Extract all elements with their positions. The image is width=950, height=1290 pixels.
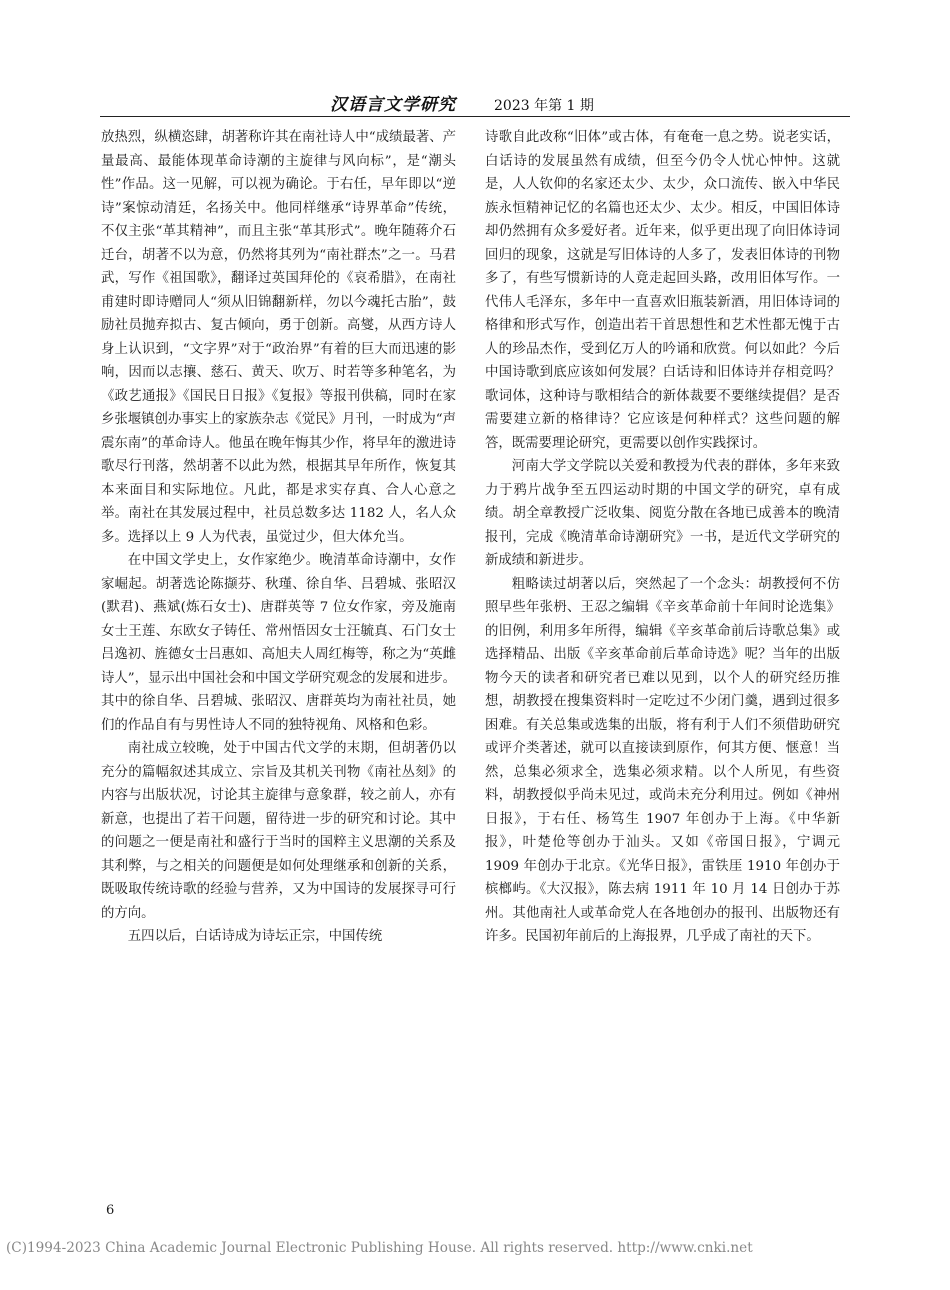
paragraph: 河南大学文学院以关爱和教授为代表的群体，多年来致力于鸦片战争至五四运动时期的中国文学的研究，卓有成绩。胡全章教授广泛收集、阅览分散在各地已成善本的晚清报刊，完成《晚清革命诗潮研究》一书，是近代文学研究的新成绩和新进步。 [485,459,840,568]
header-rule [100,116,850,117]
paragraph: 五四以后，白话诗成为诗坛正宗，中国传统 [127,929,383,944]
paragraph: 粗略读过胡著以后，突然起了一个念头：胡教授何不仿照早些年张枬、王忍之编辑《辛亥革命前十年间时论选集》的旧例，利用多年所得，编辑《辛亥革命前后诗歌总集》或选择精品、出版《辛亥革命前后革命诗选》呢？当年的出版物今天的读者和研究者已难以见到，以个人的研究经历推想，胡教授在搜集资料时一定吃过不少闭门羹，遇到过很多困难。有关总集或选集的出版，将有利于人们不须借助研究或评介类著述，就可以直接读到原作，何其方便、惬意！当然，总集必须求全，选集必须求精。以个人所见，有些资料，胡教授似乎尚未见过，或尚未充分利用过。例如《神州日报》，于右任、杨笃生 1907 年创办于上海。《中华新报》，叶楚伧等创办于汕头。又如《帝国日报》，宁调元 1909 年创办于北京。《光华日报》，雷铁厓 1910 年创办于槟榔屿。《大汉报》，陈去病 1911 年 10 月 14 日创办于苏州。其他南社人或革命党人在各地创办的报刊、出版物还有许多。民国初年前后的上海报界，几乎成了南社的天下。 [485,576,840,944]
copyright-footer: (C)1994-2023 China Academic Journal Electronic Publishing House. All rights reserved. http://www.cnki.net [6,1240,753,1256]
right-column [485,126,840,949]
page-number: 6 [106,1203,115,1218]
paragraph: 诗歌自此改称“旧体”或古体，有奄奄一息之势。说老实话，白话诗的发展虽然有成绩，但至今仍令人忧心忡忡。这就是，人人钦仰的名家还太少、太少，众口流传、嵌入中华民族永恒精神记忆的名篇也还太少、太少。相反，中国旧体诗却仍然拥有众多爱好者。近年来，似乎更出现了向旧体诗词回归的现象，这就是写旧体诗的人多了，发表旧体诗的刊物多了，有些写惯新诗的人竟走起回头路，改用旧体写作。一代伟人毛泽东，多年中一直喜欢旧瓶装新酒，用旧体诗词的格律和形式写作，创造出若干首思想性和艺术性都无愧于古人的珍品杰作，受到亿万人的吟诵和欣赏。何以如此？今后中国诗歌到底应该如何发展？白话诗和旧体诗并存相竞吗？歌词体，这种诗与歌相结合的新体裁要不要继续提倡？是否需要建立新的格律诗？它应该是何种样式？这些问题的解答，既需要理论研究，更需要以创作实践探讨。 [485,130,840,451]
journal-title: 汉语言文学研究 [330,95,456,115]
paragraph: 南社成立较晚，处于中国古代文学的末期，但胡著仍以充分的篇幅叙述其成立、宗旨及其机关刊物《南社丛刻》的内容与出版状况，讨论其主旋律与意象群，较之前人，亦有新意，也提出了若干问题，留待进一步的研究和讨论。其中的问题之一便是南社和盛行于当时的国粹主义思潮的关系及其利弊，与之相关的问题便是如何处理继承和创新的关系，既吸取传统诗歌的经验与营养，又为中国诗的发展探寻可行的方向。 [101,741,456,921]
issue-label: 2023 年第 1 期 [494,98,594,114]
paragraph: 放热烈，纵横恣肆，胡著称许其在南社诗人中“成绩最著、产量最高、最能体现革命诗潮的主旋律与风向标”，是“潮头性”作品。这一见解，可以视为确论。于右任，早年即以“逆诗”案惊动清廷，名扬关中。他同样继承“诗界革命”传统，不仅主张“革其精神”，而且主张“革其形式”。晚年随蒋介石迁台，胡著不以为意，仍然将其列为“南社群杰”之一。马君武，写作《祖国歌》，翻译过英国拜伦的《哀希腊》，在南社甫建时即诗赠同人“须从旧锦翻新样，勿以今魂托古胎”，鼓励社员抛弃拟古、复古倾向，勇于创新。高燮，从西方诗人身上认识到，“文字界”对于“政治界”有着的巨大而迅速的影响，因而以志攘、慈石、黄天、吹万、时若等多种笔名，为《政艺通报》《国民日日报》《复报》等报刊供稿，同时在家乡张堰镇创办事实上的家族杂志《觉民》月刊，一时成为“声震东南”的革命诗人。他虽在晚年悔其少作，将早年的激进诗歌尽行刊落，然胡著不以此为然，根据其早年所作，恢复其本来面目和实际地位。凡此，都是求实存真、合人心意之举。南社在其发展过程中，社员总数多达 1182 人，名人众多。选择以上 9 人为代表，虽觉过少，但大体允当。 [101,130,456,545]
running-header [330,90,630,114]
paragraph: 在中国文学史上，女作家绝少。晚清革命诗潮中，女作家崛起。胡著选论陈撷芬、秋瑾、徐自华、吕碧城、张昭汉(默君)、燕斌(炼石女士)、唐群英等 7 位女作家，旁及施南女士王莲、东欧女子铸任、常州悟因女士汪毓真、石门女士吕逸初、旌德女士吕惠如、高旭夫人周红梅等，称之为“英雌诗人”，显示出中国社会和中国文学研究观念的发展和进步。其中的徐自华、吕碧城、张昭汉、唐群英均为南社社员，她们的作品自有与男性诗人不同的独特视角、风格和色彩。 [101,553,456,733]
left-column [101,126,456,949]
